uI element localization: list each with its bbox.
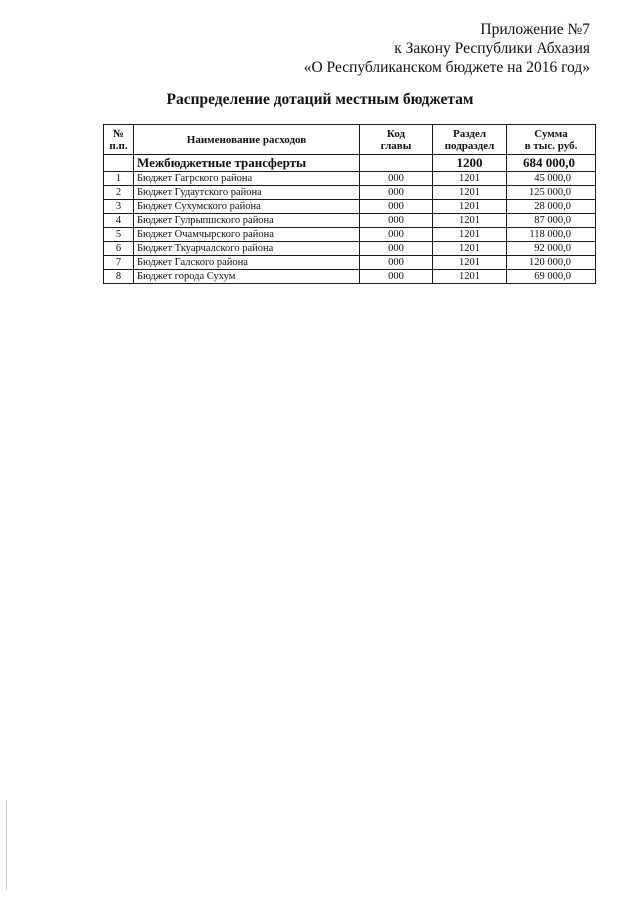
header-summa: Сумма в тыс. руб. xyxy=(507,125,596,155)
table-header-row xyxy=(104,125,596,155)
row-summa: 69 000,0 xyxy=(507,270,596,284)
row-razdel: 1201 xyxy=(433,200,507,214)
row-razdel: 1201 xyxy=(433,214,507,228)
row-name: Бюджет Гулрыпшского района xyxy=(134,214,360,228)
row-name: Бюджет Гагрского района xyxy=(134,172,360,186)
row-summa: 45 000,0 xyxy=(507,172,596,186)
row-num: 3 xyxy=(104,200,134,214)
row-kod: 000 xyxy=(360,214,433,228)
table-row xyxy=(104,172,596,186)
row-razdel: 1201 xyxy=(433,256,507,270)
row-num: 4 xyxy=(104,214,134,228)
row-summa: 118 000,0 xyxy=(507,228,596,242)
header-name: Наименование расходов xyxy=(134,125,360,155)
total-name: Межбюджетные трансферты xyxy=(134,155,360,172)
row-summa: 125 000,0 xyxy=(507,186,596,200)
row-razdel: 1201 xyxy=(433,228,507,242)
row-num: 6 xyxy=(104,242,134,256)
header-razdel: Раздел подраздел xyxy=(433,125,507,155)
law-reference: к Закону Республики Абхазия xyxy=(394,40,590,57)
header-kod: Код главы xyxy=(360,125,433,155)
row-name: Бюджет Очамчырского района xyxy=(134,228,360,242)
row-razdel: 1201 xyxy=(433,242,507,256)
row-razdel: 1201 xyxy=(433,172,507,186)
scan-margin-line xyxy=(6,800,7,890)
subsidies-table-container xyxy=(103,124,595,284)
row-kod: 000 xyxy=(360,172,433,186)
row-name: Бюджет Ткуарчалского района xyxy=(134,242,360,256)
total-razdel: 1200 xyxy=(433,155,507,172)
appendix-header xyxy=(304,20,590,77)
row-kod: 000 xyxy=(360,256,433,270)
total-kod xyxy=(360,155,433,172)
appendix-number: Приложение №7 xyxy=(480,21,590,38)
row-summa: 28 000,0 xyxy=(507,200,596,214)
table-row xyxy=(104,242,596,256)
row-num: 1 xyxy=(104,172,134,186)
table-row xyxy=(104,228,596,242)
row-name: Бюджет Галского района xyxy=(134,256,360,270)
table-row xyxy=(104,270,596,284)
row-kod: 000 xyxy=(360,228,433,242)
row-num: 2 xyxy=(104,186,134,200)
table-row xyxy=(104,256,596,270)
document-title: Распределение дотаций местным бюджетам xyxy=(166,91,474,108)
table-row xyxy=(104,214,596,228)
row-razdel: 1201 xyxy=(433,186,507,200)
row-name: Бюджет Сухумского района xyxy=(134,200,360,214)
row-summa: 120 000,0 xyxy=(507,256,596,270)
subsidies-table xyxy=(103,124,596,284)
row-kod: 000 xyxy=(360,242,433,256)
table-row xyxy=(104,200,596,214)
row-kod: 000 xyxy=(360,270,433,284)
table-row xyxy=(104,186,596,200)
row-name: Бюджет города Сухум xyxy=(134,270,360,284)
row-summa: 87 000,0 xyxy=(507,214,596,228)
row-name: Бюджет Гудаутского района xyxy=(134,186,360,200)
row-kod: 000 xyxy=(360,200,433,214)
row-num: 8 xyxy=(104,270,134,284)
header-num: № п.п. xyxy=(104,125,134,155)
total-summa: 684 000,0 xyxy=(507,155,596,172)
total-row xyxy=(104,155,596,172)
row-num: 7 xyxy=(104,256,134,270)
row-num: 5 xyxy=(104,228,134,242)
row-summa: 92 000,0 xyxy=(507,242,596,256)
total-num xyxy=(104,155,134,172)
row-kod: 000 xyxy=(360,186,433,200)
law-title: «О Республиканском бюджете на 2016 год» xyxy=(303,59,590,76)
row-razdel: 1201 xyxy=(433,270,507,284)
